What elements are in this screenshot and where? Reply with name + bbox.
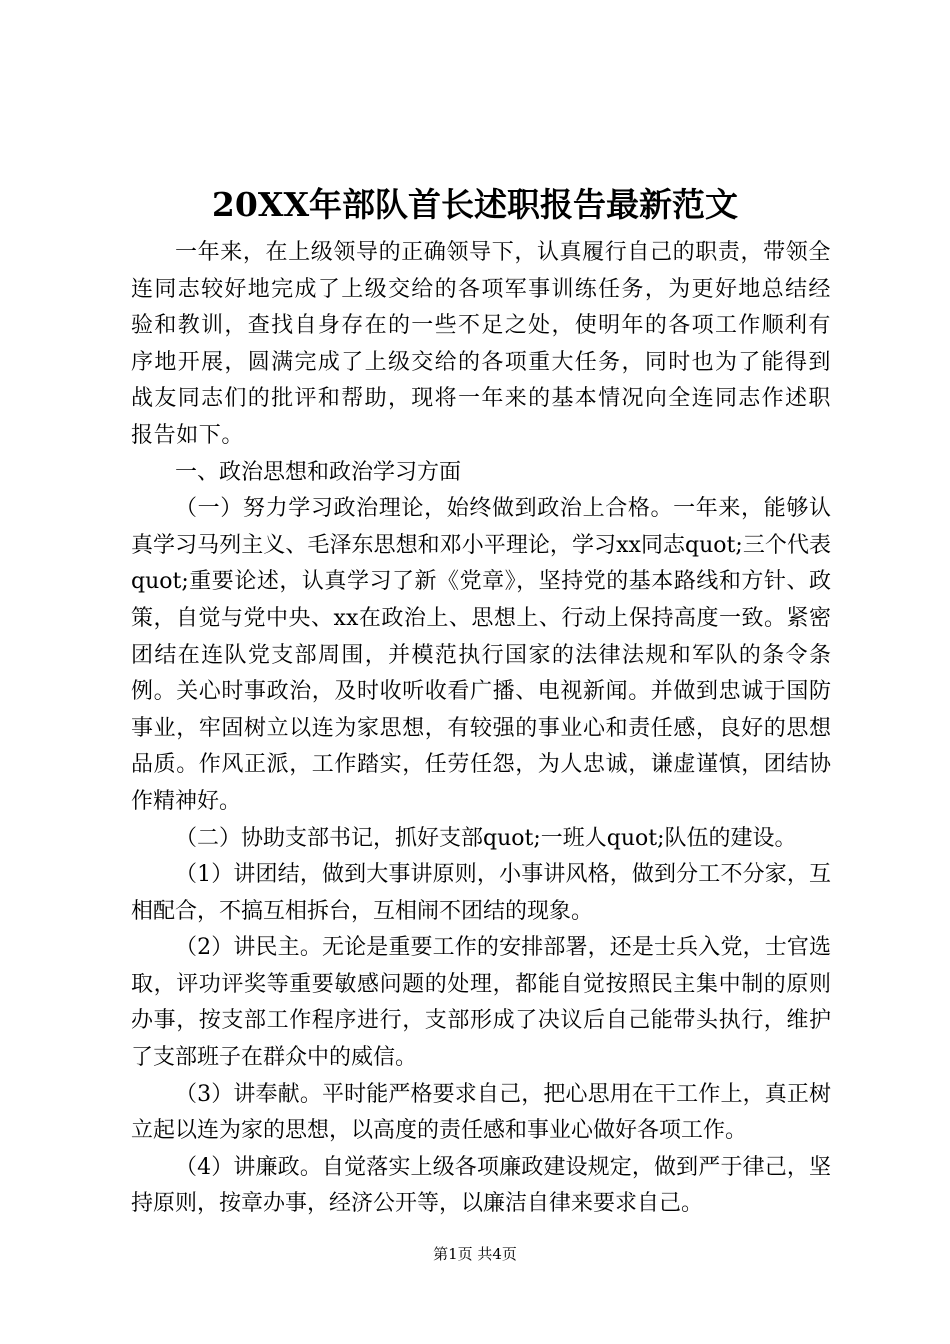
paragraph-dedication: （3）讲奉献。平时能严格要求自己，把心思用在干工作上，真正树立起以连为家的思想，以高度的责任感和事业心做好各项工作。 bbox=[131, 1081, 831, 1144]
paragraph-democracy: （2）讲民主。无论是重要工作的安排部署，还是士兵入党，士官选取，评功评奖等重要敏感问题的处理，都能自觉按照民主集中制的原则办事，按支部工作程序进行，支部形成了决议后自己能带头执行，维护了支部班子在群众中的威信。 bbox=[131, 935, 831, 1071]
intro-paragraph: 一年来，在上级领导的正确领导下，认真履行自己的职责，带领全连同志较好地完成了上级交给的各项军事训练任务，为更好地总结经验和教训，查找自身存在的一些不足之处，使明年的各项工作顺利有序地开展，圆满完成了上级交给的各项重大任务，同时也为了能得到战友同志们的批评和帮助，现将一年来的基本情况向全连同志作述职报告如下。 bbox=[131, 240, 831, 448]
paragraph-assist-secretary: （二）协助支部书记，抓好支部quot;一班人quot;队伍的建设。 bbox=[175, 825, 797, 851]
paragraph-integrity: （4）讲廉政。自觉落实上级各项廉政建设规定，做到严于律己，坚持原则，按章办事，经济公开等，以廉洁自律来要求自己。 bbox=[131, 1154, 831, 1217]
document-body bbox=[131, 235, 831, 1223]
section-heading-political: 一、政治思想和政治学习方面 bbox=[175, 459, 462, 485]
document-title: 20XX年部队首长述职报告最新范文 bbox=[211, 185, 739, 224]
page-footer: 第1页 共4页 bbox=[433, 1245, 517, 1263]
paragraph-political-theory: （一）努力学习政治理论，始终做到政治上合格。一年来，能够认真学习马列主义、毛泽东思想和邓小平理论，学习xx同志quot;三个代表quot;重要论述，认真学习了新《党章》，坚持党的基本路线和方针、政策，自觉与党中央、xx在政治上、思想上、行动上保持高度一致。紧密团结在连队党支部周围，并模范执行国家的法律法规和军队的条令条例。关心时事政治，及时收听收看广播、电视新闻。并做到忠诚于国防事业，牢固树立以连为家思想，有较强的事业心和责任感，良好的思想品质。作风正派，工作踏实，任劳任怨，为人忠诚，谦虚谨慎，团结协作精神好。 bbox=[131, 496, 831, 814]
paragraph-unity: （1）讲团结，做到大事讲原则，小事讲风格，做到分工不分家，互相配合，不搞互相拆台，互相闹不团结的现象。 bbox=[131, 862, 831, 924]
